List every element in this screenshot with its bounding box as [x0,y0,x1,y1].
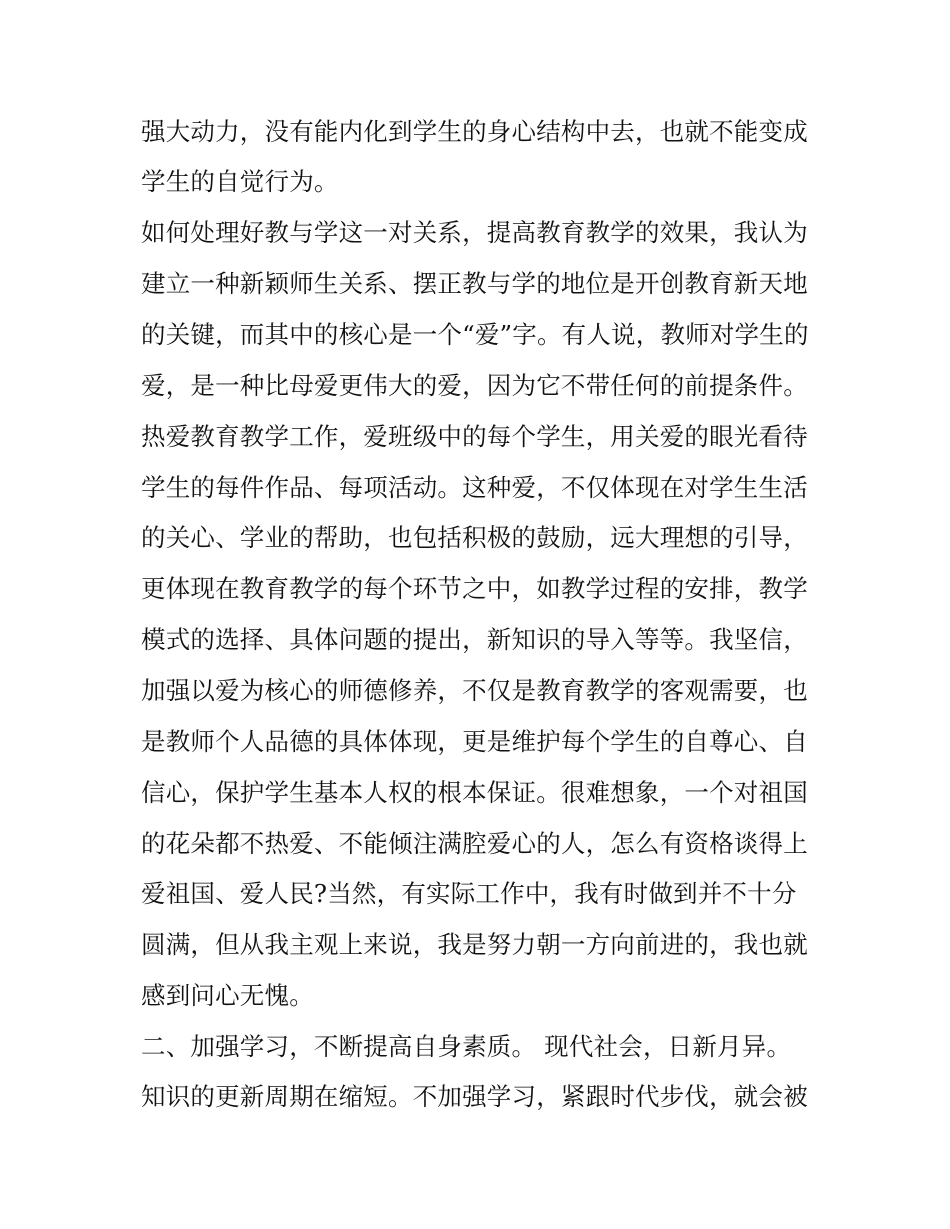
text-line: 的关心、学业的帮助，也包括积极的鼓励，远大理想的引导， [141,523,808,552]
text-line: 热爱教育教学工作，爱班级中的每个学生，用关爱的眼光看待 [141,422,808,451]
text-line: 学生的每件作品、每项活动。这种爱，不仅体现在对学生生活 [141,473,808,502]
text-line: 信心，保护学生基本人权的根本保证。很难想象，一个对祖国 [141,778,808,807]
text-line: 圆满，但从我主观上来说，我是努力朝一方向前进的，我也就 [141,930,808,959]
text-line: 知识的更新周期在缩短。不加强学习，紧跟时代步伐，就会被 [141,1082,808,1111]
text-line: 强大动力，没有能内化到学生的身心结构中去，也就不能变成 [141,117,808,146]
text-line: 爱祖国、爱人民?当然，有实际工作中，我有时做到并不十分 [141,879,797,908]
text-line: 是教师个人品德的具体体现，更是维护每个学生的自尊心、自 [141,727,808,756]
text-line: 爱，是一种比母爱更伟大的爱，因为它不带任何的前提条件。 [141,371,808,400]
text-line: 建立一种新颖师生关系、摆正教与学的地位是开创教育新天地 [141,269,808,298]
text-line: 加强以爱为核心的师德修养，不仅是教育教学的客观需要，也 [141,676,808,705]
text-line: 的花朵都不热爱、不能倾注满腔爱心的人，怎么有资格谈得上 [141,829,808,858]
text-line: 二、加强学习，不断提高自身素质。 现代社会，日新月异。 [141,1032,792,1061]
text-line: 模式的选择、具体问题的提出，新知识的导入等等。我坚信， [141,625,808,654]
text-line: 学生的自觉行为。 [141,167,339,196]
text-line: 的关键，而其中的核心是一个“爱”字。有人说，教师对学生的 [141,320,809,349]
text-line: 如何处理好教与学这一对关系，提高教育教学的效果，我认为 [141,218,808,247]
text-line: 感到问心无愧。 [141,981,314,1010]
text-line: 更体现在教育教学的每个环节之中，如教学过程的安排，教学 [141,574,808,603]
